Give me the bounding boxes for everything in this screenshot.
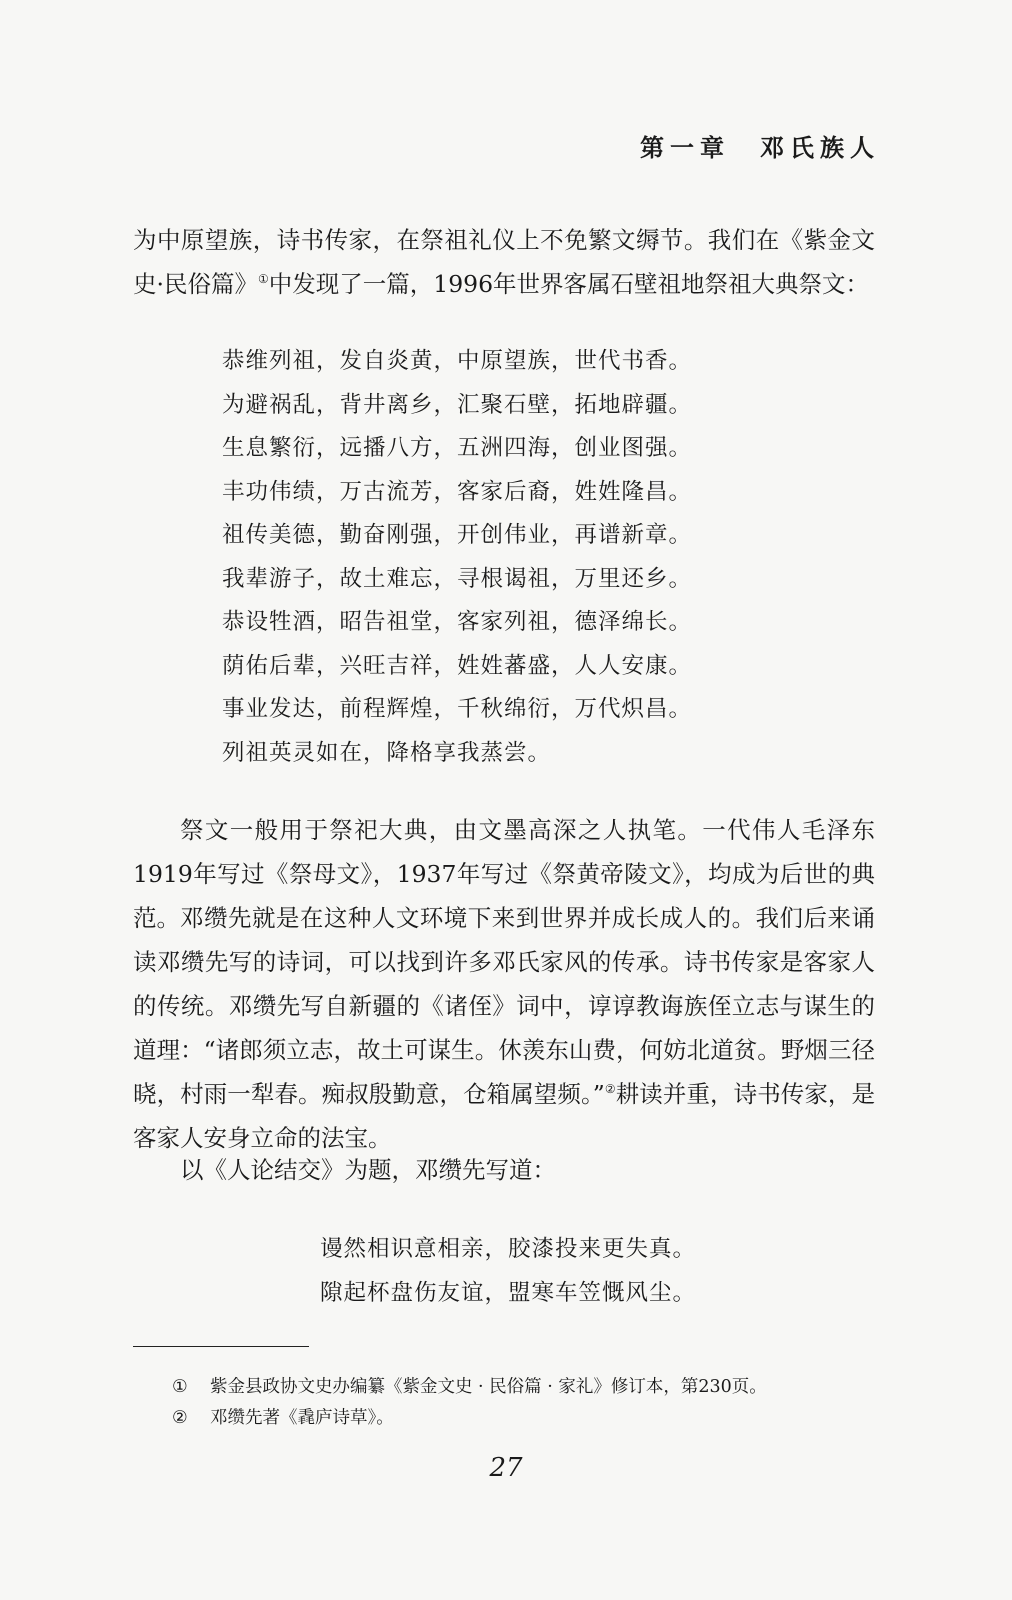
footnote-ref-2: ② bbox=[604, 1082, 616, 1096]
verse-line: 谩然相识意相亲，胶漆投来更失真。 bbox=[320, 1236, 697, 1262]
verse-line: 隙起杯盘伤友谊，盟寒车笠慨风尘。 bbox=[320, 1279, 697, 1306]
eulogy-verse bbox=[222, 340, 692, 775]
footnote-mark: ① bbox=[172, 1377, 188, 1397]
footnotes bbox=[172, 1372, 767, 1434]
verse-line: 为避祸乱，背井离乡，汇聚石壁，拓地辟疆。 bbox=[222, 391, 693, 418]
paragraph-family-tradition bbox=[133, 896, 875, 1160]
verse-line: 列祖英灵如在，降格享我蒸尝。 bbox=[222, 739, 552, 766]
verse-line: 事业发达，前程辉煌，千秋绵衍，万代炽昌。 bbox=[222, 696, 693, 722]
verse-line: 我辈游子，故土难忘，寻根谒祖，万里还乡。 bbox=[222, 565, 693, 592]
poem-verse bbox=[320, 1228, 696, 1315]
paragraph-text: 邓缵先就是在这种人文环境下来到世界并成长成人的。我们后来诵读邓缵先写的诗词，可以找到许多邓氏家风的传承。诗书传家是客家人的传统。邓缵先写自新疆的《诸侄》词中，谆谆教诲族侄立志与谋生的道理：“诸郎须立志，故土可谋生。休羡东山费，何妨北道贫。野烟三径晓，村雨一犁春。痴叔殷勤意，仓箱属望频。” bbox=[133, 904, 875, 1108]
paragraph-eulogy-usage: 祭文一般用于祭祀大典，由文墨高深之人执笔。一代伟人毛泽东1919年写过《祭母文》，1937年写过《祭黄帝陵文》，均成为后世的典范。 bbox=[133, 816, 875, 932]
footnote-text: 紫金县政协文史办编纂《紫金文史 · 民俗篇 · 家礼》修订本，第230页。 bbox=[210, 1377, 767, 1397]
paragraph-poem-intro: 以《人论结交》为题，邓缵先写道： bbox=[180, 1156, 556, 1184]
paragraph-text: 中发现了一篇，1996年世界客属石壁祖地祭祖大典祭文： bbox=[268, 270, 870, 298]
footnote-mark: ② bbox=[172, 1408, 188, 1428]
footnote-ref-1: ① bbox=[257, 272, 269, 286]
footnote-text: 邓缵先著《毳庐诗草》。 bbox=[210, 1408, 394, 1428]
verse-line: 丰功伟绩，万古流芳，客家后裔，姓姓隆昌。 bbox=[222, 478, 693, 505]
paragraph-text: 耕读并重，诗书传家，是客家人安身立命的法宝。 bbox=[133, 1080, 876, 1152]
paragraph-text: 为中原望族，诗书传家，在祭祖礼仪上不免繁文缛节。我们在《紫金文史·民俗篇》 bbox=[133, 226, 875, 298]
page-number: 27 bbox=[489, 1453, 523, 1483]
footnote bbox=[172, 1372, 767, 1403]
footnote-divider bbox=[133, 1346, 309, 1347]
verse-line: 恭设牲酒，昭告祖堂，客家列祖，德泽绵长。 bbox=[222, 609, 693, 635]
verse-line: 生息繁衍，远播八方，五洲四海，创业图强。 bbox=[222, 435, 693, 461]
paragraph-intro bbox=[133, 218, 875, 306]
verse-line: 荫佑后辈，兴旺吉祥，姓姓蕃盛，人人安康。 bbox=[222, 652, 693, 679]
verse-line: 祖传美德，勤奋刚强，开创伟业，再谱新章。 bbox=[222, 522, 693, 548]
running-head: 第一章 邓氏族人 bbox=[640, 133, 880, 162]
footnote bbox=[172, 1403, 767, 1434]
verse-line: 恭维列祖，发自炎黄，中原望族，世代书香。 bbox=[222, 348, 693, 374]
